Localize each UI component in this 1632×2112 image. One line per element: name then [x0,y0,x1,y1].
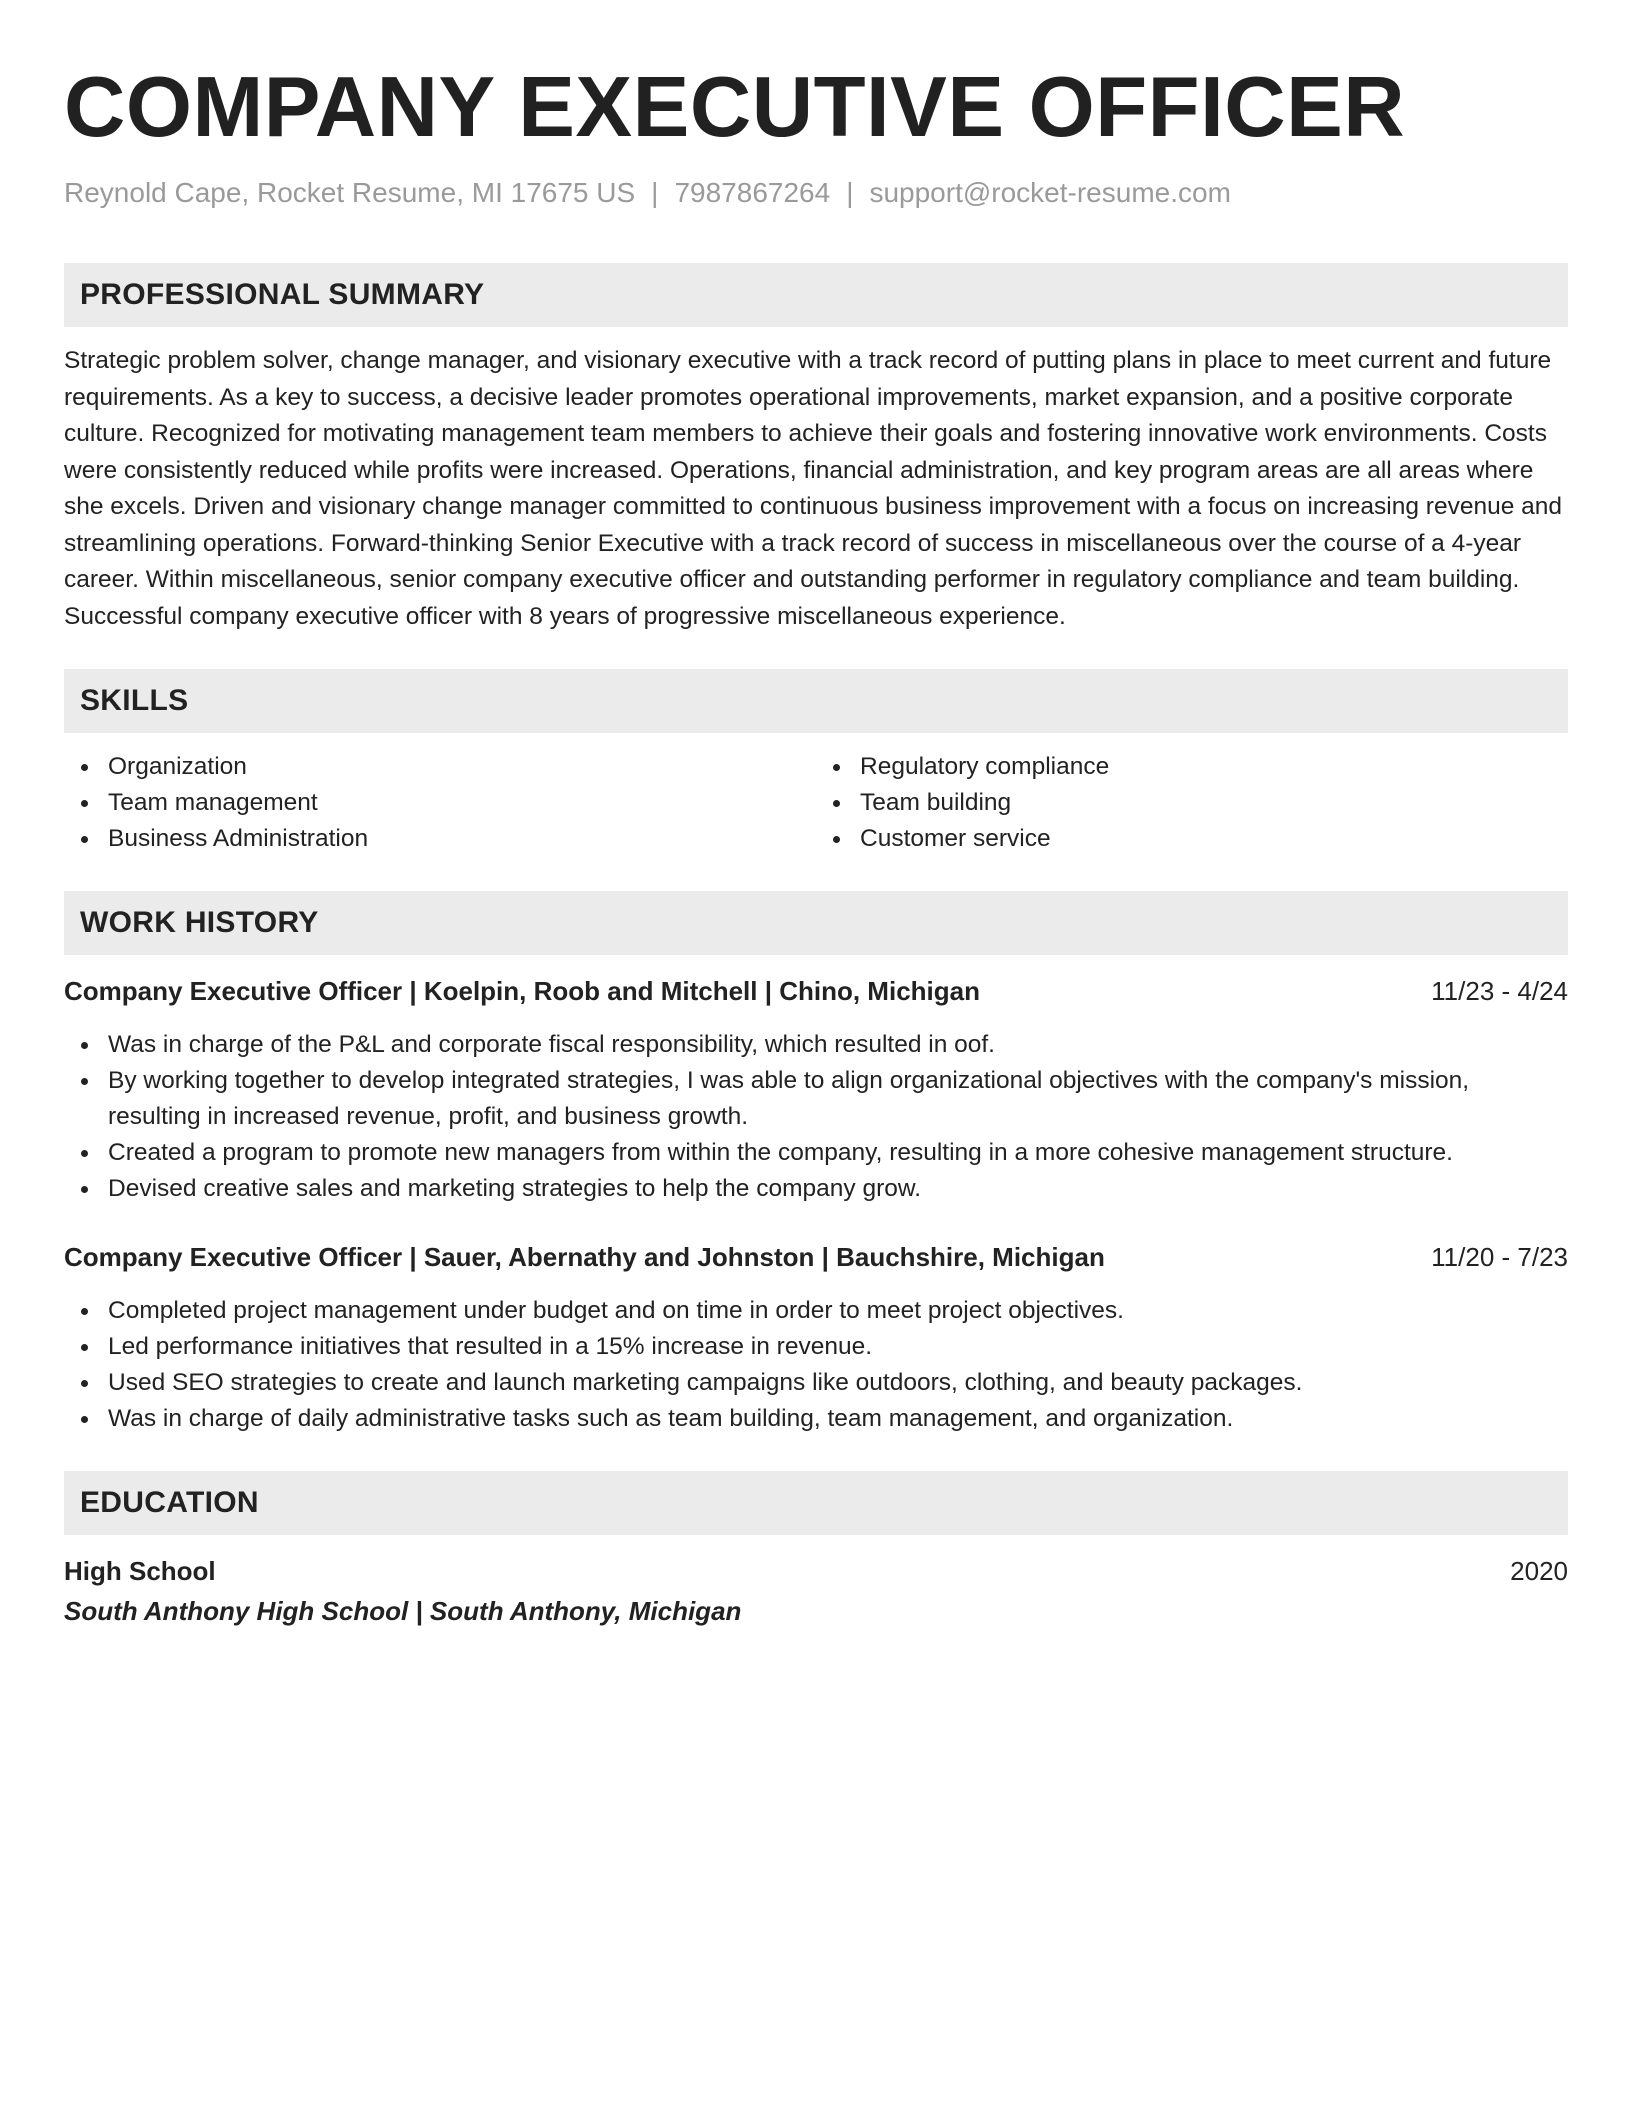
education-school: South Anthony High School | South Anthony, Michigan [64,1596,742,1626]
job-bullet: By working together to develop integrated strategies, I was able to align organizational objectives with the company's mission, resulting in increased revenue, profit, and business growth. [64,1063,1568,1135]
resume-title: COMPANY EXECUTIVE OFFICER [64,60,1406,155]
job-dates: 11/23 - 4/24 [1431,976,1568,1006]
skills-grid [64,749,1568,857]
job-bullet: Used SEO strategies to create and launch marketing campaigns like outdoors, clothing, and beauty packages. [64,1365,1568,1401]
job-dates: 11/20 - 7/23 [1431,1242,1568,1272]
section-header-skills: SKILLS [64,669,1568,733]
section-header-work-history: WORK HISTORY [64,891,1568,955]
job-title: Company Executive Officer | Koelpin, Roob and Mitchell | Chino, Michigan [64,976,980,1006]
contact-address: Reynold Cape, Rocket Resume, MI 17675 US [64,177,636,208]
education-year: 2020 [1510,1556,1568,1586]
job-bullet: Devised creative sales and marketing strategies to help the company grow. [64,1171,1568,1207]
job-bullets [64,1027,1568,1207]
contact-line [64,176,1568,210]
summary-text: Strategic problem solver, change manager, and visionary executive with a track record of putting plans in place to meet current and future requirements. As a key to success, a decisive leader promotes operational improvements, market expansion, and a positive corporate culture. Recognized for motivating management team members to achieve their goals and fostering innovative work environments. Costs were consistently reduced while profits were increased. Operations, financial administration, and key program areas are all areas where she excels. Driven and visionary change manager committed to continuous business improvement with a focus on increasing revenue and streamlining operations. Forward-thinking Senior Executive with a track record of success in miscellaneous over the course of a 4-year career. Within miscellaneous, senior company executive officer and outstanding performer in regulatory compliance and team building. Successful company executive officer with 8 years of progressive miscellaneous experience. [64,347,1563,630]
skill-item: Team management [64,785,816,821]
section-header-summary: PROFESSIONAL SUMMARY [64,263,1568,327]
education-heading [64,1553,1568,1589]
job-entry [64,1239,1568,1437]
contact-phone: 7987867264 [674,177,831,208]
job-bullet: Was in charge of the P&L and corporate fiscal responsibility, which resulted in oof. [64,1027,1568,1063]
job-bullet: Created a program to promote new managers from within the company, resulting in a more cohesive management structure. [64,1135,1568,1171]
skill-item: Business Administration [64,821,816,857]
skill-item: Customer service [816,821,1568,857]
job-entry [64,973,1568,1207]
section-header-education: EDUCATION [64,1471,1568,1535]
skill-item: Team building [816,785,1568,821]
job-bullet: Was in charge of daily administrative tasks such as team building, team management, and organization. [64,1401,1568,1437]
skills-column-left [64,749,816,857]
skills-column-right [816,749,1568,857]
job-bullet: Completed project management under budget and on time in order to meet project objectives. [64,1293,1568,1329]
job-heading [64,1239,1568,1275]
skill-item: Organization [64,749,816,785]
contact-separator: | [846,177,854,208]
job-bullets [64,1293,1568,1437]
job-title: Company Executive Officer | Sauer, Abernathy and Johnston | Bauchshire, Michigan [64,1242,1105,1272]
skill-item: Regulatory compliance [816,749,1568,785]
education-entry [64,1553,1568,1629]
job-bullet: Led performance initiatives that resulted in a 15% increase in revenue. [64,1329,1568,1365]
job-heading [64,973,1568,1009]
education-degree: High School [64,1556,216,1586]
contact-separator: | [651,177,659,208]
contact-email: support@rocket-resume.com [869,177,1231,208]
